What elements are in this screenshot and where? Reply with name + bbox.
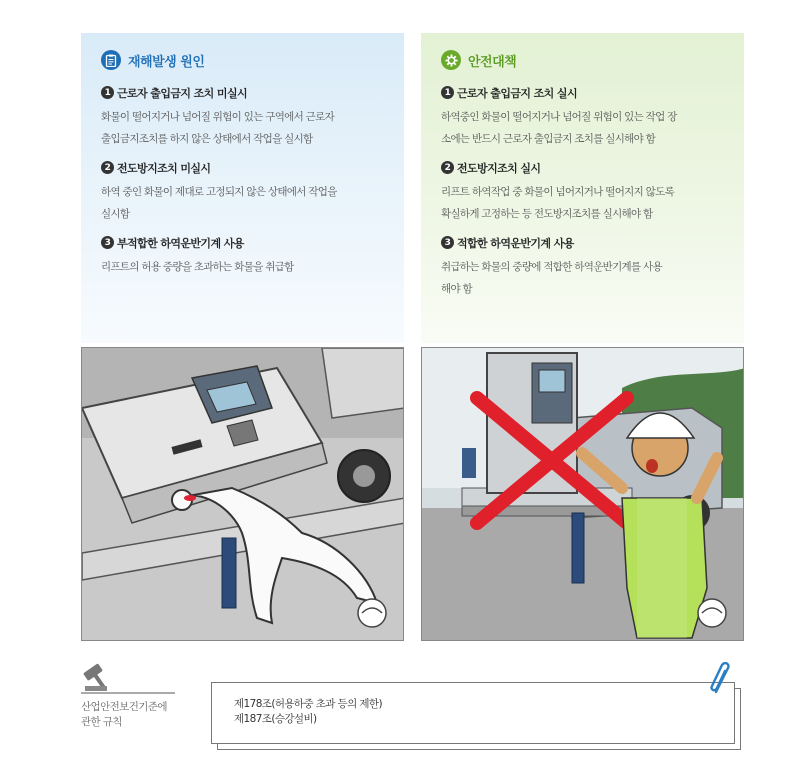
measures-title: 안전대책 [468, 54, 517, 70]
law-title: 산업안전보건기준에 관한 규칙 [81, 701, 167, 728]
causes-header [101, 49, 384, 71]
cause-item [101, 85, 384, 150]
measure-title: 근로자 출입금지 조치 실시 [457, 86, 577, 100]
cause-description: 리프트의 허용 중량을 초과하는 화물을 취급함 [101, 261, 294, 273]
accident-causes-panel [81, 33, 404, 343]
measure-title: 적합한 하역운반기계 사용 [457, 236, 574, 250]
cause-title: 부적합한 하역운반기계 사용 [117, 236, 244, 250]
measure-item [441, 235, 724, 300]
reference-article: 제178조(허용하중 초과 등의 제한) [234, 698, 382, 710]
number-badge: 3 [101, 236, 114, 249]
measure-description: 취급하는 화물의 중량에 적합한 하역운반기계를 사용 해야 함 [441, 261, 662, 295]
cause-title: 근로자 출입금지 조치 미실시 [117, 86, 247, 100]
number-badge: 1 [441, 86, 454, 99]
measure-item [441, 160, 724, 225]
cause-description: 화물이 떨어지거나 넘어질 위험이 있는 구역에서 근로자 출입금지조치를 하지 않은 상태에서 작업을 실시함 [101, 111, 335, 145]
measure-description: 하역중인 화물이 떨어지거나 넘어질 위험이 있는 작업 장 소에는 반드시 근로자 출입금지 조치를 실시해야 함 [441, 111, 677, 145]
measure-title: 전도방지조치 실시 [457, 161, 541, 175]
reference-box [211, 682, 735, 744]
gear-icon [441, 50, 461, 70]
causes-title: 재해발생 원인 [128, 54, 205, 70]
safety-illustration [421, 347, 744, 641]
gavel-icon [81, 662, 175, 694]
measure-item [441, 85, 724, 150]
cause-title: 전도방지조치 미실시 [117, 161, 211, 175]
reference-article: 제187조(승강설비) [234, 713, 317, 725]
cause-description: 하역 중인 화물이 제대로 고정되지 않은 상태에서 작업을 실시함 [101, 186, 337, 220]
cause-item [101, 160, 384, 225]
number-badge: 1 [101, 86, 114, 99]
number-badge: 2 [441, 161, 454, 174]
measure-description: 리프트 하역작업 중 화물이 넘어지거나 떨어지지 않도록 확실하게 고정하는 등 전도방지조치를 실시해야 함 [441, 186, 675, 220]
accident-illustration [81, 347, 404, 641]
number-badge: 2 [101, 161, 114, 174]
paperclip-icon [708, 662, 734, 696]
safety-measures-panel [421, 33, 744, 343]
divider [81, 692, 175, 694]
measures-header [441, 49, 724, 71]
clipboard-icon [101, 50, 121, 70]
number-badge: 3 [441, 236, 454, 249]
cause-item [101, 235, 384, 278]
